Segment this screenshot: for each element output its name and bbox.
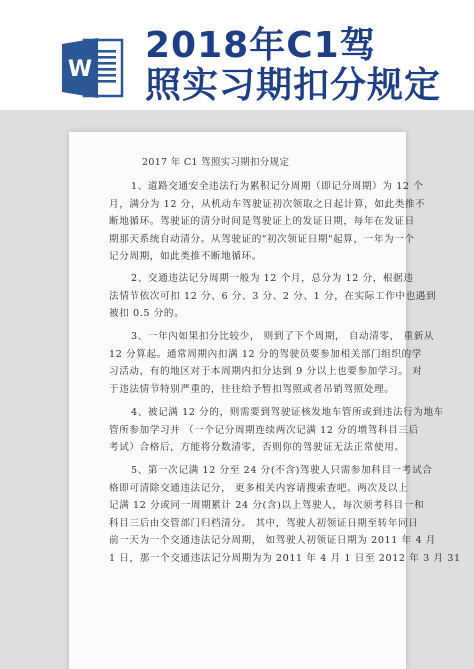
title-line-1: 2018年C1驾 [145, 25, 377, 66]
document-title: 2017 年 C1 驾照实习期扣分规定 [142, 157, 290, 168]
text-line: 考试）合格后，方能将分数清零，否则你的驾驶证无法正常使用。 [109, 442, 405, 454]
text-line: 管所参加学习并 （一个记分周期连续两次记满 12 分的增驾科目三后 [109, 424, 419, 436]
text-line: 5、第一次记满 12 分至 24 分(不含)驾驶人只需参加科目一考试合 [131, 465, 433, 476]
text-line: 记满 12 分或同一周期累计 24 分(含)以上驾驶人，每次须考科目一和 [109, 500, 425, 512]
page-title [145, 26, 465, 106]
text-line: 断地循环。驾驶证的清分时间是驾驶证上的发证日期，每年在发证日 [109, 216, 415, 228]
text-line: 期那天系统自动清分。从驾驶证的"初次领证日期"起算，一年为一个 [109, 233, 415, 245]
svg-text:W: W [67, 57, 93, 82]
text-line: 4、被记满 12 分的，则需要到驾驶证核发地车管所或到违法行为地车 [131, 407, 444, 418]
text-line: 科目三后由交管部门归档清分。 其中，驾驶人初领证日期至转年同日 [109, 517, 419, 529]
word-document-icon [62, 36, 124, 100]
title-line-2: 照实习期扣分规定 [145, 65, 442, 106]
text-line: 记分周期，如此类推不断地循环。 [109, 251, 262, 263]
paragraph-1 [109, 178, 426, 266]
paragraph-4 [109, 404, 444, 457]
text-line: 被扣 0.5 分的。 [109, 308, 185, 320]
text-line: 1、道路交通安全违法行为累积记分周期（即记分周期）为 12 个 [131, 181, 424, 192]
text-line: 格即可清除交通违法记分， 更多相关内容请搜索查吧。两次及以上 [109, 482, 409, 494]
text-line: 习活动，有的地区对于本周期内扣分达到 9 分以上也要参加学习。 对 [109, 366, 423, 378]
text-line: 3、一年內如果扣分比较少， 则到了下个周期， 自动清零， 重新从 [131, 331, 435, 342]
text-line: 于违法情节特别严重的，往往给予暂扣驾照或者吊销驾照处理。 [109, 383, 395, 395]
paragraph-5 [109, 462, 461, 568]
header [0, 0, 474, 110]
paragraph-2 [109, 270, 437, 323]
text-line: 法情节依次可扣 12 分、6 分、3 分、2 分、1 分，在实际工作中也遇到 [109, 290, 437, 302]
text-line: 2、交通违法记分周期一般为 12 个月，总分为 12 分，根据违 [131, 273, 414, 284]
text-line: 前一天为一个交通违法记分周期， 如驾驶人初领证日期为 2011 年 4 月 [109, 535, 436, 547]
paragraph-3 [109, 328, 435, 398]
document-page [69, 132, 461, 669]
text-line: 12 分算起。通常周期內扣满 12 分的驾驶员要参加相关部门组织的学 [109, 348, 422, 360]
text-line: 月，满分为 12 分，从机动车驾驶证初次领取之日起计算，如此类推不 [109, 198, 426, 210]
text-line: 1 日，那一个交通违法记分周期为为 2011 年 4 月 1 日至 2012 年 3 月 31 [109, 552, 461, 564]
